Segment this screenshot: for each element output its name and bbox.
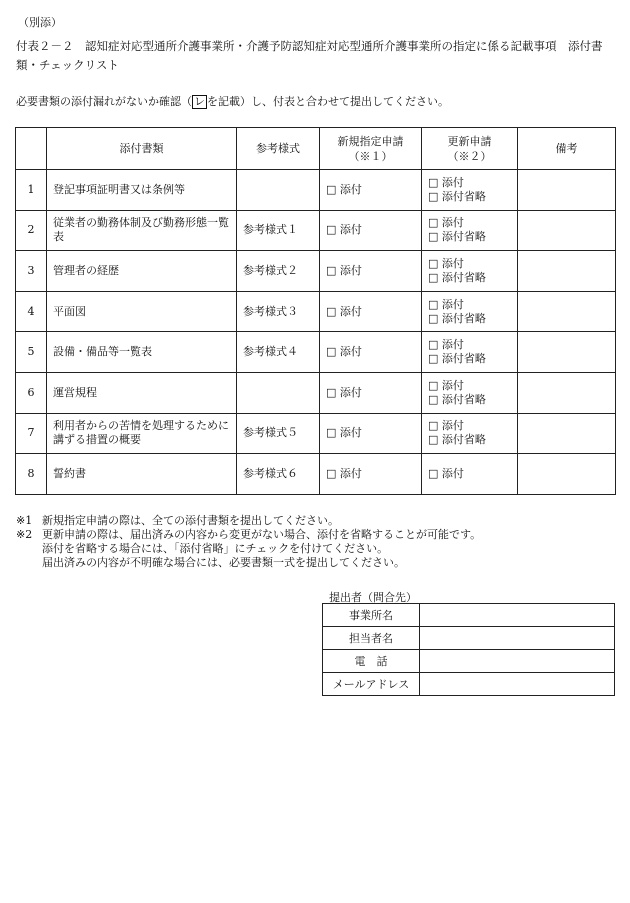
header-no: [16, 128, 47, 170]
table-header-row: [16, 128, 616, 170]
row-number: 4: [16, 291, 47, 332]
row-remarks[interactable]: [518, 251, 616, 292]
header-remarks: 備考: [518, 128, 616, 170]
row-remarks[interactable]: [518, 332, 616, 373]
row-reference-form: 参考様式１: [237, 210, 320, 251]
row-document: 管理者の経歴: [47, 251, 237, 292]
row-remarks[interactable]: [518, 291, 616, 332]
note-item: [16, 528, 616, 570]
attach-checkbox[interactable]: □ 添付: [326, 345, 362, 359]
row-renewal-application: [422, 454, 518, 495]
attach-checkbox[interactable]: □ 添付: [428, 419, 464, 433]
attach-checkbox[interactable]: □ 添付: [326, 263, 362, 277]
row-new-application: [320, 210, 422, 251]
attach-checkbox[interactable]: □ 添付: [428, 338, 464, 352]
submitter-field-label: 事業所名: [323, 604, 420, 627]
note-body: [42, 528, 481, 570]
row-remarks[interactable]: [518, 413, 616, 454]
row-remarks[interactable]: [518, 372, 616, 413]
omit-checkbox[interactable]: □ 添付省略: [428, 311, 486, 325]
attach-checkbox[interactable]: □ 添付: [326, 182, 362, 196]
submitter-label: 提出者（問合先）: [329, 591, 417, 604]
table-row: [16, 251, 616, 292]
submitter-row: [323, 627, 615, 650]
row-number: 8: [16, 454, 47, 495]
attach-checkbox[interactable]: □ 添付: [428, 378, 464, 392]
table-row: [16, 372, 616, 413]
note-mark: ※1: [16, 514, 33, 527]
row-document: 誓約書: [47, 454, 237, 495]
row-new-application: [320, 291, 422, 332]
note-line: 新規指定申請の際は、全ての添付書類を提出してください。: [42, 514, 339, 527]
row-renewal-application: [422, 210, 518, 251]
table-row: [16, 454, 616, 495]
note-line: 更新申請の際は、届出済みの内容から変更がない場合、添付を省略することが可能です。: [42, 528, 482, 541]
header-docs: 添付書類: [47, 128, 237, 170]
row-reference-form: 参考様式３: [237, 291, 320, 332]
row-number: 3: [16, 251, 47, 292]
header-renew: 更新申請 （※２）: [422, 128, 518, 170]
header-ref: 参考様式: [237, 128, 320, 170]
omit-checkbox[interactable]: □ 添付省略: [428, 230, 486, 244]
omit-checkbox[interactable]: □ 添付省略: [428, 189, 486, 203]
omit-checkbox[interactable]: □ 添付省略: [428, 352, 486, 366]
attach-checkbox[interactable]: □ 添付: [326, 304, 362, 318]
note-mark: ※2: [16, 528, 33, 541]
note-body: [42, 514, 339, 528]
submitter-field-value[interactable]: [420, 650, 615, 673]
table-row: [16, 291, 616, 332]
row-document: 平面図: [47, 291, 237, 332]
row-number: 1: [16, 170, 47, 211]
omit-checkbox[interactable]: □ 添付省略: [428, 270, 486, 284]
row-remarks[interactable]: [518, 210, 616, 251]
submitter-row: [323, 650, 615, 673]
submitter-field-value[interactable]: [420, 604, 615, 627]
attach-checkbox[interactable]: □ 添付: [428, 216, 464, 230]
annex-label: （別添）: [18, 16, 62, 29]
row-remarks[interactable]: [518, 454, 616, 495]
row-document: 設備・備品等一覧表: [47, 332, 237, 373]
row-renewal-application: [422, 413, 518, 454]
submitter-row: [323, 673, 615, 696]
row-document: 従業者の勤務体制及び勤務形態一覧表: [47, 210, 237, 251]
row-reference-form: 参考様式５: [237, 413, 320, 454]
submitter-field-label: 担当者名: [323, 627, 420, 650]
attachment-checklist-table: [15, 127, 616, 495]
submitter-table: [322, 603, 615, 696]
omit-checkbox[interactable]: □ 添付省略: [428, 433, 486, 447]
attach-checkbox[interactable]: □ 添付: [326, 426, 362, 440]
omit-checkbox[interactable]: □ 添付省略: [428, 392, 486, 406]
attach-checkbox[interactable]: □ 添付: [428, 175, 464, 189]
document-title: 付表２－２ 認知症対応型通所介護事業所・介護予防認知症対応型通所介護事業所の指定に係る記載事項 添付書類・チェックリスト: [16, 39, 603, 72]
submitter-field-label: メールアドレス: [323, 673, 420, 696]
row-number: 5: [16, 332, 47, 373]
row-document: 利用者からの苦情を処理するために講ずる措置の概要: [47, 413, 237, 454]
row-new-application: [320, 251, 422, 292]
submitter-field-value[interactable]: [420, 627, 615, 650]
row-number: 2: [16, 210, 47, 251]
row-new-application: [320, 332, 422, 373]
table-row: [16, 210, 616, 251]
attach-checkbox[interactable]: □ 添付: [326, 466, 362, 480]
submitter-row: [323, 604, 615, 627]
row-reference-form: 参考様式６: [237, 454, 320, 495]
submitter-field-label: 電 話: [323, 650, 420, 673]
row-reference-form: [237, 372, 320, 413]
row-new-application: [320, 413, 422, 454]
attach-checkbox[interactable]: □ 添付: [326, 385, 362, 399]
row-new-application: [320, 170, 422, 211]
row-renewal-application: [422, 372, 518, 413]
instruction-after: を記載）し、付表と合わせて提出してください。: [207, 95, 449, 108]
header-new: 新規指定申請 （※１）: [320, 128, 422, 170]
row-reference-form: 参考様式２: [237, 251, 320, 292]
instruction-text: [16, 93, 449, 109]
table-row: [16, 170, 616, 211]
attach-checkbox[interactable]: □ 添付: [428, 466, 464, 480]
row-reference-form: [237, 170, 320, 211]
row-renewal-application: [422, 170, 518, 211]
check-mark-box: レ: [194, 95, 205, 108]
row-number: 6: [16, 372, 47, 413]
row-document: 運営規程: [47, 372, 237, 413]
note-line: 添付を省略する場合には、「添付省略」にチェックを付けてください。: [42, 542, 389, 555]
note-line: 届出済みの内容が不明確な場合には、必要書類一式を提出してください。: [42, 556, 405, 569]
notes: [16, 514, 616, 570]
row-new-application: [320, 454, 422, 495]
table-row: [16, 332, 616, 373]
row-renewal-application: [422, 332, 518, 373]
note-item: [16, 514, 616, 528]
row-number: 7: [16, 413, 47, 454]
row-new-application: [320, 372, 422, 413]
instruction-before: 必要書類の添付漏れがないか確認（: [16, 95, 192, 108]
row-reference-form: 参考様式４: [237, 332, 320, 373]
attach-checkbox[interactable]: □ 添付: [428, 256, 464, 270]
row-renewal-application: [422, 251, 518, 292]
attach-checkbox[interactable]: □ 添付: [326, 223, 362, 237]
row-document: 登記事項証明書又は条例等: [47, 170, 237, 211]
table-row: [16, 413, 616, 454]
row-renewal-application: [422, 291, 518, 332]
row-remarks[interactable]: [518, 170, 616, 211]
submitter-field-value[interactable]: [420, 673, 615, 696]
attach-checkbox[interactable]: □ 添付: [428, 297, 464, 311]
